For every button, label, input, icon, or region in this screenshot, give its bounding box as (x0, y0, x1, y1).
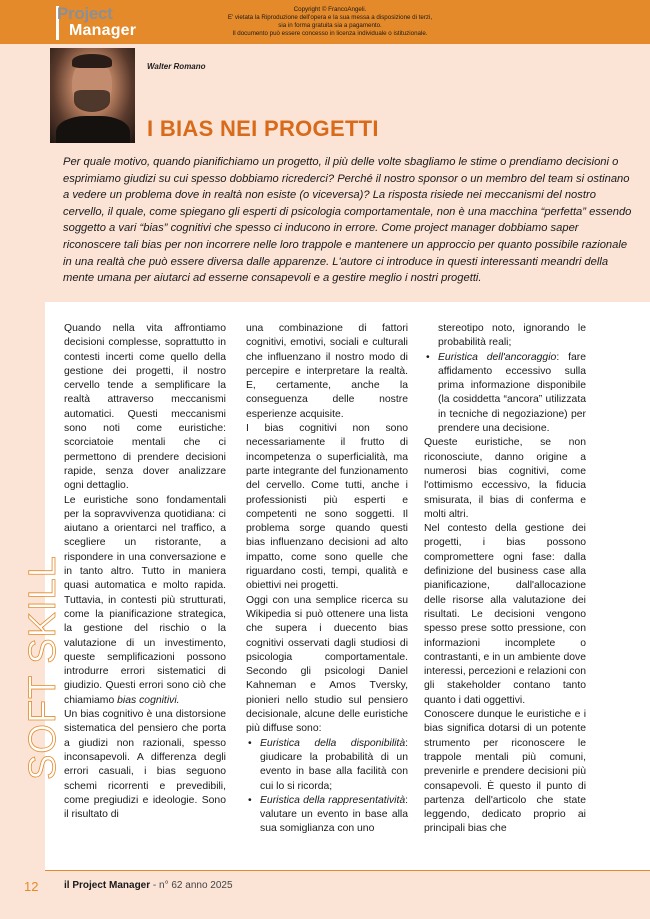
paragraph: Un bias cognitivo è una distorsione sistematica del pensiero che porta a giudizi non razionali, spesso inconsapevoli. A differenza degli errori casuali, i bias seguono schemi ricorrenti e prevedibili, come pregiudizi e ideologie. Sono il risultato di (64, 709, 226, 821)
bullet-icon: • (248, 737, 252, 749)
issue-info: - n° 62 anno 2025 (150, 880, 233, 891)
text-column-1 (64, 322, 226, 822)
paragraph: Conoscere dunque le euristiche e i bias significa dotarsi di un potente strumento per riconoscere le trappole mentali più comuni, prevenirle e prendere decisioni più consapevoli. È questo il punto di partenza dell'articolo che state leggendo, dedicato proprio ai principali bias che (424, 709, 586, 835)
list-item-term: Euristica della rappresentatività (260, 794, 406, 806)
paragraph: Queste euristiche, se non riconosciute, danno origine a numerosi bias cognitivi, come l'ottimismo eccessivo, la fiducia smisurata, il bias di conferma e molti altri. (424, 437, 586, 520)
copyright-line: Copyright © FrancoAngeli. (293, 6, 367, 13)
paragraph: Oggi con una semplice ricerca su Wikipedia si può ottenere una lista che supera i duecento bias cognitivi osservati dagli studiosi di psicologia comportamentale. Secondo gli psicologi Daniel Kahneman e Amos Tversky, pionieri nello studio sul pensiero decisionale, alcune delle euristiche più diffuse sono: (246, 594, 408, 735)
text-column-3 (424, 322, 586, 837)
paragraph-text: Le euristiche sono fondamentali per la sopravvivenza quotidiana: ci aiutano a orientarci nel traffico, a scegliere un ristorante, a rispondere in una conversazione e in tanto altro. Tutto in maniera quasi automatica e molto rapida. Tuttavia, in contesti più strutturati, come la pianificazione strategica, la gestione del rischio o la valutazione di un investimento, queste semplificazioni possono introdurre errori sistematici di giudizio. Questi errori sono ciò che chiamiamo (64, 494, 226, 706)
section-label: SOFT SKILL (22, 555, 64, 780)
paragraph: Nel contesto della gestione dei progetti, i bias possono compromettere ogni fase: dalla definizione del business case alla pianificazione, dall'allocazione delle risorse alla valutazione dei risultati. Le decisioni vengono spesso prese sotto pressione, con informazioni incomplete o contrastanti, e in un ambiente dove interessi, percezioni e relazioni con gli stakeholder contano tanto quanto i dati oggettivi. (424, 523, 586, 706)
list-item-text: : valutare un evento in base alla sua somiglianza con uno (260, 794, 408, 835)
list-item (246, 737, 408, 794)
paragraph: I bias cognitivi non sono necessariamente il frutto di incompetenza o superficialità, ma parte integrante del funzionamento del cervello. Come tutti, anche i professionisti più esperti e competenti ne sono soggetti. Il problema sorge quando questi bias influenzano decisioni ad alto impatto, come sono quelle che riguardano costi, tempi, qualità e obiettivi nei progetti. (246, 423, 408, 592)
copyright-line: Il documento può essere concesso in licenza individuale o istituzionale. (232, 30, 428, 37)
paragraph: una combinazione di fattori cognitivi, emotivi, sociali e culturali che influenzano il nostro modo di percepire e interpretare la realtà. E, certamente, anche la conseguenza delle nostre esperienze acquisite. (246, 323, 408, 420)
footer (0, 870, 650, 919)
article-title: I BIAS NEI PROGETTI (147, 116, 379, 141)
paragraph: Quando nella vita affrontiamo decisioni complesse, soprattutto in contesti incerti come quello della gestione dei progetti, il nostro cervello tende a semplificare la realtà attraverso meccanismi automatici. Questi meccanismi sono noti come euristiche: scorciatoie mentali che ci permettono di prendere decisioni rapide, senza dover analizzare ogni dettaglio. (64, 323, 226, 492)
page-number: 12 (24, 879, 39, 894)
emphasis: bias cognitivi. (117, 694, 180, 706)
paragraph (64, 494, 226, 708)
list-item-continuation: stereotipo noto, ignorando le probabilità reali; (438, 323, 586, 349)
list-item-text: : giudicare la probabilità di un evento in base alla facilità con cui lo si ricorda; (260, 737, 408, 792)
author-photo-hair (72, 54, 112, 68)
footer-publication (64, 880, 233, 891)
copyright-line: E' vietata la Riproduzione dell'opera e la sua messa a disposizione di terzi, (227, 14, 433, 21)
magazine-name: il Project Manager (64, 880, 151, 891)
list-item-term: Euristica dell'ancoraggio (438, 351, 557, 363)
author-photo-body (56, 116, 130, 143)
article-abstract: Per quale motivo, quando pianifichiamo un progetto, il più delle volte sbagliamo le stime o prendiamo decisioni o esprimiamo giudizi su cui spesso dobbiamo ricrederci? Perché il nostro sponsor o un membro del team si ostinano a vedere un problema dove in realtà non esiste (o viceversa)? La risposta risiede nei meccanismi del nostro cervello, il quale, come spiegano gli esperti di psicologia comportamentale, non è una macchina “perfetta” essendo soggetto a vari “bias” cognitivi che spesso ci inducono in errore. Come project manager dobbiamo saper riconoscere tali bias per non incorrere nelle loro trappole e mantenere un approccio per quanto possibile razionale in una realtà che può essere diversa dalle apparenze. L'autore ci introduce in questi interessanti meandri della mente umana per aiutarci ad esserne consapevoli e a gestire meglio i nostri progetti. (63, 156, 632, 285)
text-column-2 (246, 322, 408, 837)
author-photo (50, 48, 135, 143)
bullet-icon: • (426, 351, 430, 363)
project-manager-logo (57, 4, 157, 42)
list-item-term: Euristica della disponibilità (260, 737, 406, 749)
author-name: Walter Romano (147, 62, 206, 71)
copyright-line: sia in forma gratuita sia a pagamento. (278, 22, 382, 29)
list-item-text: : fare affidamento eccessivo sulla prima informazione disponibile (la cosiddetta “ancora” utilizzata in tecniche di negoziazione) per prendere una decisione. (438, 351, 586, 435)
footer-divider (45, 870, 650, 871)
logo-line2: Manager (69, 22, 137, 39)
list-item (246, 794, 408, 837)
list-item (424, 351, 586, 437)
logo-line1: Project (57, 4, 113, 23)
bullet-icon: • (248, 794, 252, 806)
header-divider (0, 302, 650, 310)
copyright-notice (185, 6, 475, 38)
author-photo-beard (74, 90, 110, 112)
